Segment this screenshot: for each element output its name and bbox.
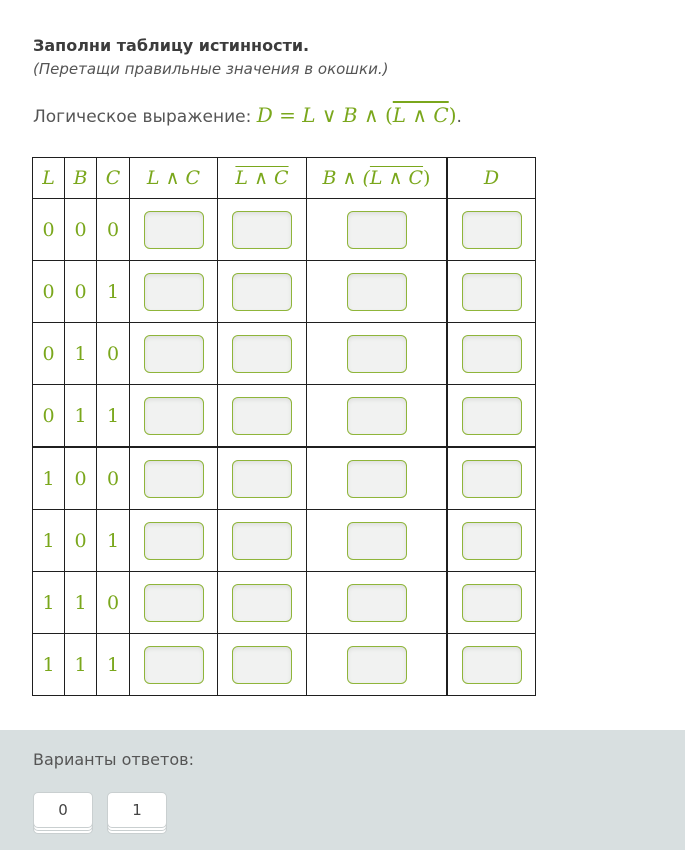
answer-cell-l-and-c bbox=[130, 634, 218, 696]
drop-slot[interactable] bbox=[462, 211, 522, 249]
drop-slot[interactable] bbox=[347, 335, 407, 373]
drop-slot[interactable] bbox=[144, 211, 204, 249]
value-c: 0 bbox=[97, 199, 130, 261]
drop-slot[interactable] bbox=[347, 646, 407, 684]
value-c: 0 bbox=[97, 572, 130, 634]
value-b: 1 bbox=[65, 385, 97, 448]
drop-slot[interactable] bbox=[347, 273, 407, 311]
value-b: 1 bbox=[65, 323, 97, 385]
drop-slot[interactable] bbox=[144, 646, 204, 684]
answer-chip-0[interactable]: 0 bbox=[33, 792, 93, 828]
drop-slot[interactable] bbox=[232, 522, 292, 560]
value-b: 0 bbox=[65, 199, 97, 261]
table-row bbox=[33, 510, 536, 572]
drop-slot[interactable] bbox=[144, 584, 204, 622]
value-l: 0 bbox=[33, 199, 65, 261]
answer-cell-l-and-c bbox=[130, 447, 218, 510]
answer-cell-d bbox=[447, 323, 536, 385]
value-c: 0 bbox=[97, 447, 130, 510]
value-l: 0 bbox=[33, 323, 65, 385]
answer-cell-not-l-and-c bbox=[218, 385, 307, 448]
drop-slot[interactable] bbox=[347, 211, 407, 249]
answer-cell-d bbox=[447, 261, 536, 323]
answer-options-label: Варианты ответов: bbox=[33, 750, 194, 769]
expression-label: Логическое выражение: bbox=[33, 107, 252, 127]
value-c: 1 bbox=[97, 510, 130, 572]
value-l: 1 bbox=[33, 634, 65, 696]
drop-slot[interactable] bbox=[462, 335, 522, 373]
drop-slot[interactable] bbox=[462, 397, 522, 435]
answer-cell-l-and-c bbox=[130, 385, 218, 448]
header-not-l-and-c: L ∧ C bbox=[218, 158, 307, 199]
drop-slot[interactable] bbox=[462, 584, 522, 622]
drop-slot[interactable] bbox=[232, 211, 292, 249]
header-l-and-c: L ∧ C bbox=[130, 158, 218, 199]
drop-slot[interactable] bbox=[232, 460, 292, 498]
answer-cell-l-and-c bbox=[130, 199, 218, 261]
answer-chip-1[interactable]: 1 bbox=[107, 792, 167, 828]
drop-slot[interactable] bbox=[144, 522, 204, 560]
value-l: 1 bbox=[33, 447, 65, 510]
table-row bbox=[33, 199, 536, 261]
answer-cell-d bbox=[447, 634, 536, 696]
drop-slot[interactable] bbox=[232, 584, 292, 622]
value-c: 1 bbox=[97, 634, 130, 696]
task-header bbox=[33, 34, 653, 130]
drop-slot[interactable] bbox=[232, 335, 292, 373]
answer-cell-b-and-not-l-and-c bbox=[307, 572, 448, 634]
answer-options-panel bbox=[0, 730, 685, 850]
answer-cell-l-and-c bbox=[130, 510, 218, 572]
answer-cell-b-and-not-l-and-c bbox=[307, 199, 448, 261]
answer-cell-d bbox=[447, 199, 536, 261]
drop-slot[interactable] bbox=[462, 646, 522, 684]
answer-cell-not-l-and-c bbox=[218, 323, 307, 385]
answer-cell-b-and-not-l-and-c bbox=[307, 634, 448, 696]
drop-slot[interactable] bbox=[347, 584, 407, 622]
drop-slot[interactable] bbox=[462, 460, 522, 498]
header-b-and-not-l-and-c: B ∧ (L ∧ C) bbox=[307, 158, 448, 199]
value-l: 1 bbox=[33, 510, 65, 572]
drop-slot[interactable] bbox=[144, 273, 204, 311]
header-B: B bbox=[65, 158, 97, 199]
table-row bbox=[33, 323, 536, 385]
answer-cell-d bbox=[447, 447, 536, 510]
drop-slot[interactable] bbox=[347, 522, 407, 560]
value-b: 0 bbox=[65, 261, 97, 323]
drop-slot[interactable] bbox=[232, 646, 292, 684]
drop-slot[interactable] bbox=[144, 460, 204, 498]
header-L: L bbox=[33, 158, 65, 199]
expression-formula: D = L ∨ B ∧ (L ∧ C) bbox=[256, 103, 457, 127]
drop-slot[interactable] bbox=[232, 397, 292, 435]
task-hint: (Перетащи правильные значения в окошки.) bbox=[33, 60, 389, 78]
task-title: Заполни таблицу истинности. bbox=[33, 36, 310, 55]
table-row bbox=[33, 447, 536, 510]
logical-expression: Логическое выражение: D = L ∨ B ∧ (L ∧ C). bbox=[33, 103, 462, 127]
value-l: 0 bbox=[33, 385, 65, 448]
truth-table bbox=[32, 157, 536, 696]
drop-slot[interactable] bbox=[462, 273, 522, 311]
answer-cell-not-l-and-c bbox=[218, 199, 307, 261]
answer-cell-l-and-c bbox=[130, 261, 218, 323]
drop-slot[interactable] bbox=[144, 397, 204, 435]
answer-cell-l-and-c bbox=[130, 572, 218, 634]
drop-slot[interactable] bbox=[347, 460, 407, 498]
table-row bbox=[33, 385, 536, 448]
value-b: 1 bbox=[65, 634, 97, 696]
answer-cell-b-and-not-l-and-c bbox=[307, 447, 448, 510]
answer-cell-not-l-and-c bbox=[218, 572, 307, 634]
drop-slot[interactable] bbox=[232, 273, 292, 311]
table-row bbox=[33, 572, 536, 634]
value-l: 1 bbox=[33, 572, 65, 634]
answer-cell-d bbox=[447, 510, 536, 572]
answer-cell-not-l-and-c bbox=[218, 510, 307, 572]
table-header-row bbox=[33, 158, 536, 199]
value-c: 0 bbox=[97, 323, 130, 385]
answer-cell-d bbox=[447, 572, 536, 634]
drop-slot[interactable] bbox=[462, 522, 522, 560]
answer-cell-not-l-and-c bbox=[218, 634, 307, 696]
value-l: 0 bbox=[33, 261, 65, 323]
answer-cell-not-l-and-c bbox=[218, 261, 307, 323]
value-b: 1 bbox=[65, 572, 97, 634]
table-row bbox=[33, 261, 536, 323]
answer-cell-b-and-not-l-and-c bbox=[307, 261, 448, 323]
header-D: D bbox=[447, 158, 536, 199]
value-c: 1 bbox=[97, 261, 130, 323]
answer-cell-b-and-not-l-and-c bbox=[307, 323, 448, 385]
answer-cell-l-and-c bbox=[130, 323, 218, 385]
drop-slot[interactable] bbox=[347, 397, 407, 435]
answer-cell-b-and-not-l-and-c bbox=[307, 510, 448, 572]
answer-cell-not-l-and-c bbox=[218, 447, 307, 510]
value-b: 0 bbox=[65, 510, 97, 572]
table-row bbox=[33, 634, 536, 696]
answer-cell-d bbox=[447, 385, 536, 448]
answer-cell-b-and-not-l-and-c bbox=[307, 385, 448, 448]
drop-slot[interactable] bbox=[144, 335, 204, 373]
value-c: 1 bbox=[97, 385, 130, 448]
value-b: 0 bbox=[65, 447, 97, 510]
header-C: C bbox=[97, 158, 130, 199]
